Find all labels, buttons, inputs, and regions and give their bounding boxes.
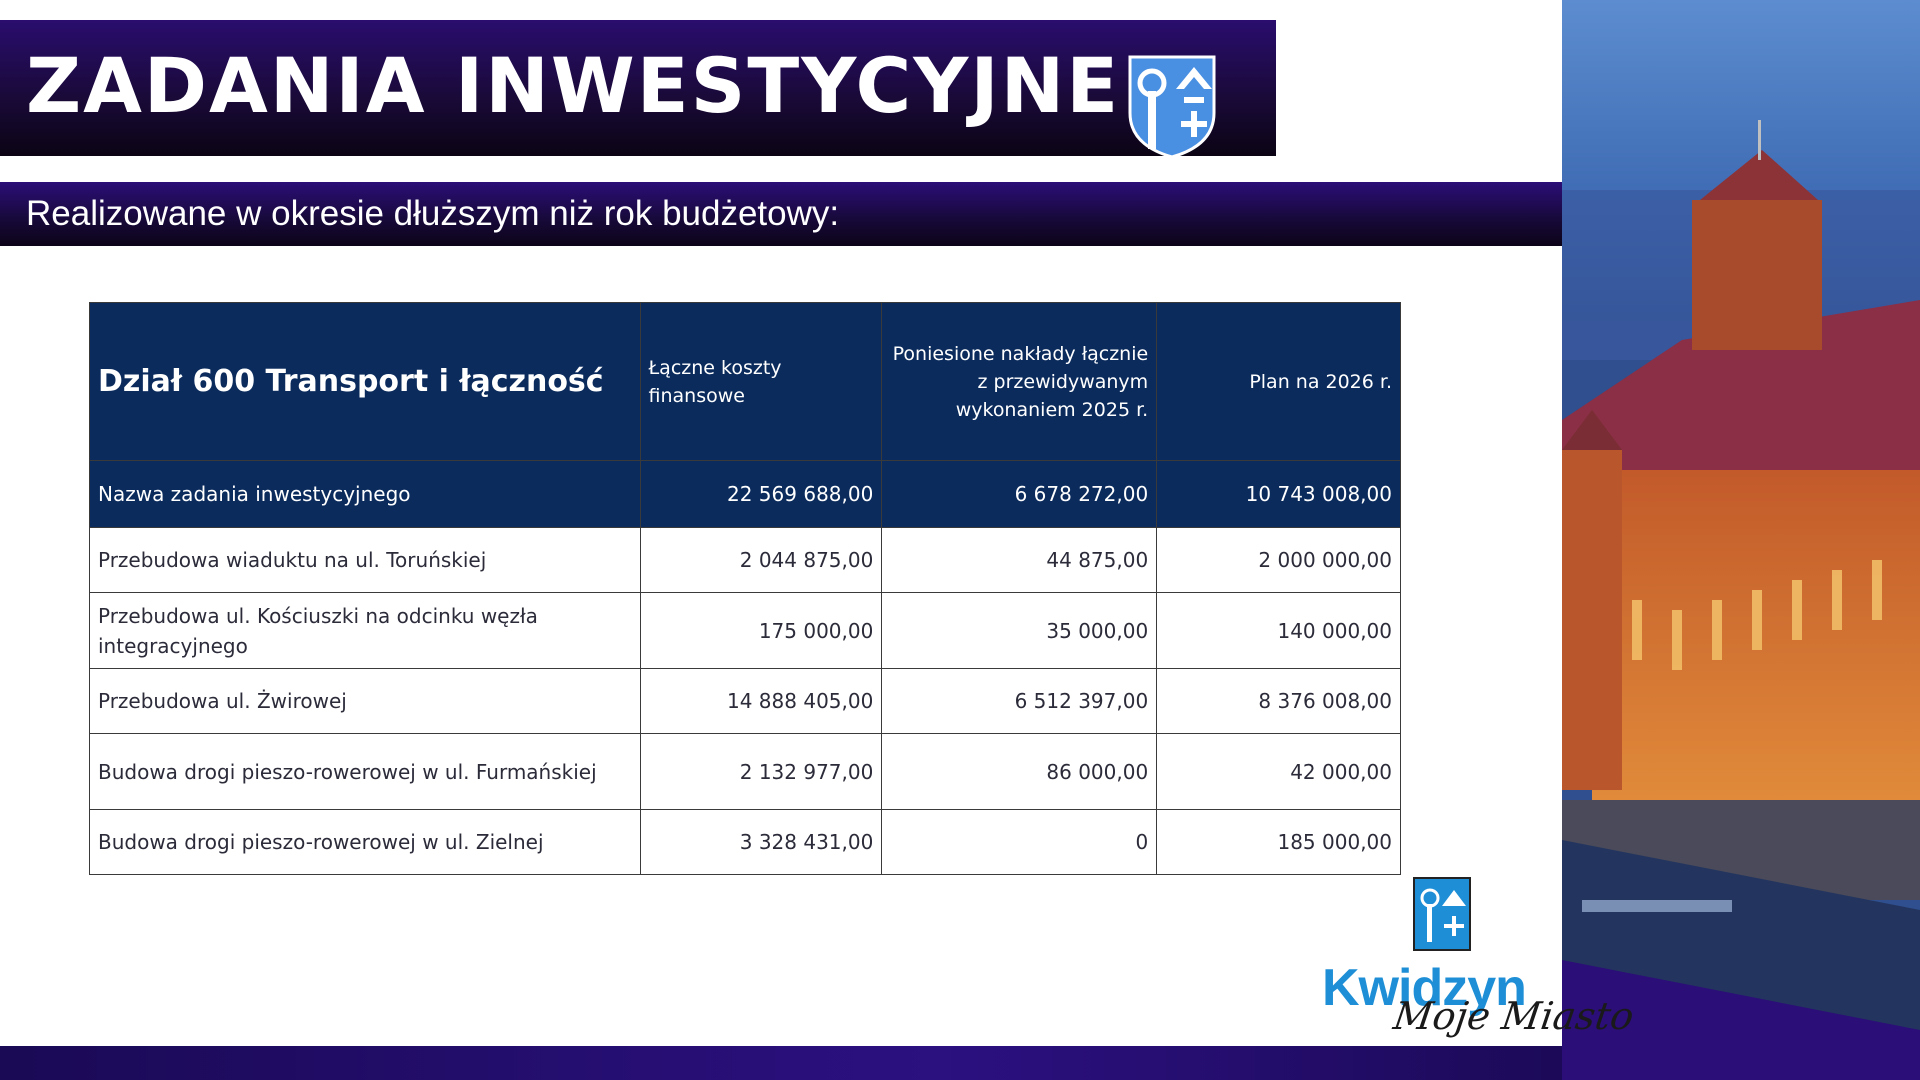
task-cost: 2 044 875,00	[640, 528, 882, 593]
task-spent: 0	[882, 810, 1157, 875]
column-header-plan: Plan na 2026 r.	[1157, 303, 1401, 461]
section-title: Dział 600 Transport i łączność	[90, 303, 641, 461]
page-subtitle: Realizowane w okresie dłuższym niż rok budżetowy:	[26, 194, 840, 233]
title-banner	[0, 20, 1276, 156]
task-plan: 2 000 000,00	[1157, 528, 1401, 593]
task-cost: 14 888 405,00	[640, 669, 882, 734]
table-row	[90, 734, 1401, 810]
table-row	[90, 593, 1401, 669]
table-row	[90, 810, 1401, 875]
task-name: Przebudowa ul. Kościuszki na odcinku węzła integracyjnego	[90, 593, 641, 669]
totals-spent: 6 678 272,00	[882, 461, 1157, 528]
logo-crest-icon	[1412, 876, 1472, 952]
task-plan: 42 000,00	[1157, 734, 1401, 810]
table-row	[90, 669, 1401, 734]
totals-cost: 22 569 688,00	[640, 461, 882, 528]
table-header-row	[90, 303, 1401, 461]
page-title: ZADANIA INWESTYCYJNE	[26, 41, 1121, 130]
task-cost: 2 132 977,00	[640, 734, 882, 810]
bottom-banner	[0, 1046, 1562, 1080]
task-spent: 86 000,00	[882, 734, 1157, 810]
task-plan: 140 000,00	[1157, 593, 1401, 669]
task-plan: 8 376 008,00	[1157, 669, 1401, 734]
task-spent: 6 512 397,00	[882, 669, 1157, 734]
totals-plan: 10 743 008,00	[1157, 461, 1401, 528]
kwidzyn-logo	[1318, 876, 1637, 1044]
logo-tagline: Moje Miasto	[1390, 994, 1637, 1038]
task-name: Budowa drogi pieszo-rowerowej w ul. Zielnej	[90, 810, 641, 875]
task-cost: 175 000,00	[640, 593, 882, 669]
logo-wordmark: Kwidzyn	[1322, 959, 1526, 1017]
totals-row	[90, 461, 1401, 528]
task-spent: 44 875,00	[882, 528, 1157, 593]
task-cost: 3 328 431,00	[640, 810, 882, 875]
column-header-spent: Poniesione nakłady łącznie z przewidywanym wykonaniem 2025 r.	[882, 303, 1157, 461]
castle-photo	[1562, 0, 1920, 1080]
table-row	[90, 528, 1401, 593]
coat-of-arms-icon	[1126, 53, 1218, 161]
task-plan: 185 000,00	[1157, 810, 1401, 875]
task-name: Przebudowa ul. Żwirowej	[90, 669, 641, 734]
task-name: Przebudowa wiaduktu na ul. Toruńskiej	[90, 528, 641, 593]
column-header-total-cost: Łączne koszty finansowe	[640, 303, 882, 461]
investment-table	[89, 302, 1401, 875]
task-spent: 35 000,00	[882, 593, 1157, 669]
totals-label: Nazwa zadania inwestycyjnego	[90, 461, 641, 528]
subtitle-banner	[0, 182, 1562, 246]
task-name: Budowa drogi pieszo-rowerowej w ul. Furmańskiej	[90, 734, 641, 810]
